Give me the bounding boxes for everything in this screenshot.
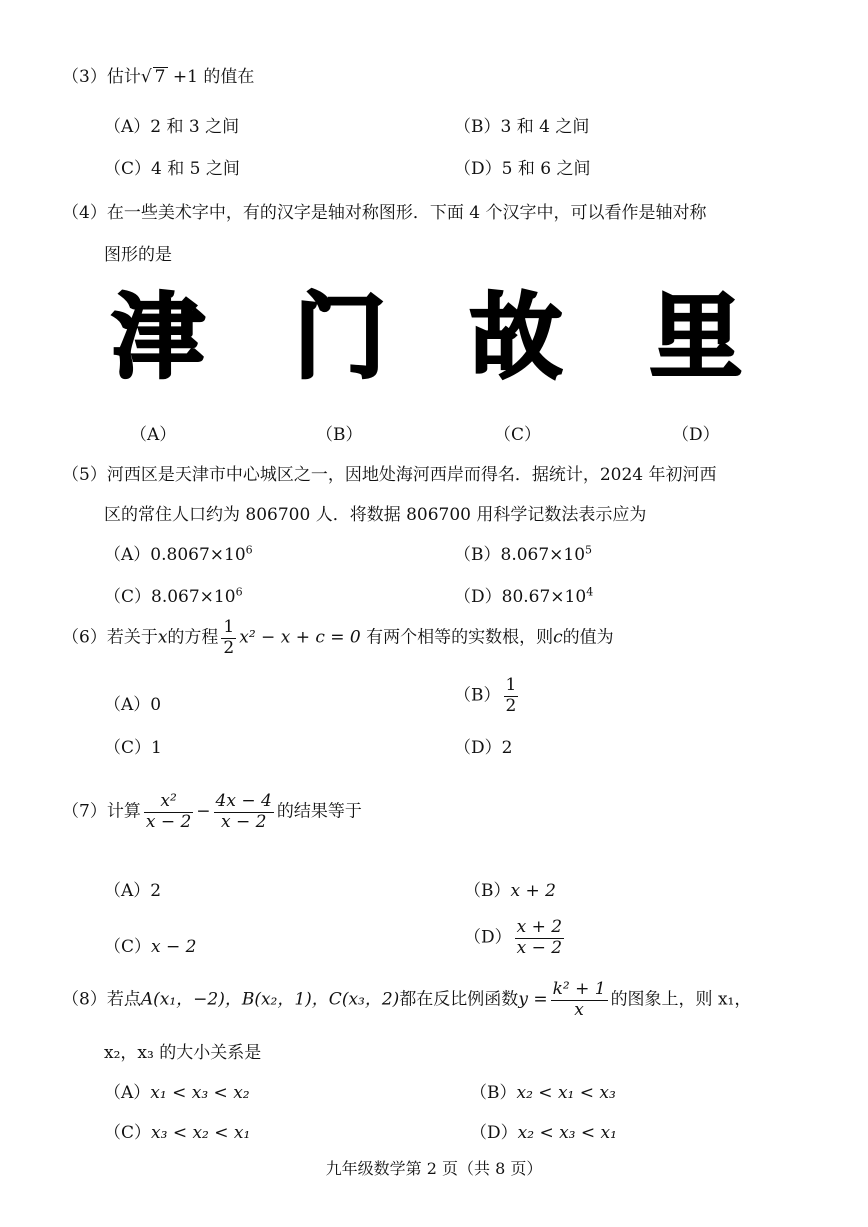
art-char-b: 门 xyxy=(294,284,387,391)
sqrt-radicand: 7 xyxy=(154,67,166,87)
question-number: （3） xyxy=(62,67,107,87)
question-number: （8） xyxy=(62,989,107,1010)
fraction: $\frac{1}{2}$ xyxy=(223,617,235,658)
option-a: $(A)0.8067\times 10^6$ xyxy=(104,543,253,565)
fraction: $\frac{\text{k² + 1}}{x}$ xyxy=(552,979,606,1020)
art-label-c: （C） xyxy=(494,425,542,445)
fraction: $\frac{4x - 4}{x - 2}$ xyxy=(215,791,272,832)
option-a: （A）0 xyxy=(104,695,162,715)
option-c: （C）x₃ < x₂ < x₁ xyxy=(104,1123,251,1143)
art-label-b: （B） xyxy=(316,425,363,445)
option-c: （C）4 和 5 之间 xyxy=(104,159,240,179)
option-a: （A）x₁ < x₃ < x₂ xyxy=(104,1083,250,1103)
question-number: （6） xyxy=(62,627,107,648)
option-d: （D）x₂ < x₃ < x₁ xyxy=(470,1123,617,1143)
question-8-stem-line2: x₂，x₃ 的大小关系是 xyxy=(104,1043,262,1063)
option-d: $(D)80.67\times 10^4$ xyxy=(454,585,594,607)
art-label-d: （D） xyxy=(672,425,720,445)
option-b: （B）3 和 4 之间 xyxy=(454,117,590,137)
option-b: （B）x₂ < x₁ < x₃ xyxy=(470,1083,616,1103)
option-c: （C）x − 2 xyxy=(104,937,197,957)
question-text: 在一些美术字中，有的汉字是轴对称图形．下面 4 个汉字中，可以看作是轴对称 xyxy=(106,203,707,223)
question-text: +1 的值在 xyxy=(167,67,255,87)
option-d: （D）2 xyxy=(454,738,513,758)
fraction: $\frac{x + 2}{x - 2}$ xyxy=(516,917,563,958)
question-number: （7） xyxy=(62,801,107,822)
option-d: （D） $\frac{x + 2}{x - 2}$ xyxy=(464,917,563,958)
question-8-stem: （8）若点A(x₁，−2)，B(x₂，1)，C(x₃，2)都在反比例函数y = $\frac{\text{k² + 1}}{x}$ 的图象上，则 x₁， xyxy=(62,979,752,1020)
art-label-a: （A） xyxy=(130,425,177,445)
option-a: （A）2 xyxy=(104,881,162,901)
art-characters xyxy=(0,284,868,398)
question-number: （5） xyxy=(62,465,107,485)
page-footer: 九年级数学第 2 页（共 8 页） xyxy=(325,1159,543,1178)
question-text: 河西区是天津市中心城区之一，因地处海河西岸而得名．据统计，2024 年初河西 xyxy=(106,465,717,485)
question-number: （4） xyxy=(62,203,107,223)
art-char-c: 故 xyxy=(470,284,563,391)
option-b: $(B)8.067\times 10^5$ xyxy=(454,543,593,565)
question-4-stem-line2: 图形的是 xyxy=(104,245,172,265)
fraction: $\frac{\text{x²}}{x - 2}$ xyxy=(145,791,192,832)
question-6-stem: （6）若关于x的方程 $\frac{1}{2}$ x² − x + c = 0 有两个相等的实数根，则c的值为 xyxy=(62,617,614,658)
art-char-d: 里 xyxy=(650,284,743,391)
question-5-stem-line2: 区的常住人口约为 806700 人．将数据 806700 用科学记数法表示应为 xyxy=(104,505,647,525)
question-text: 估计 xyxy=(106,67,141,87)
art-char-a: 津 xyxy=(112,284,205,391)
option-b: （B） $\frac{1}{2}$ xyxy=(454,675,517,716)
question-7-stem: （7）计算 $\frac{\text{x²}}{x - 2}$ − $\frac{4x - 4}{x - 2}$ 的结果等于 xyxy=(62,791,362,832)
question-5-stem xyxy=(62,460,717,485)
option-c: （C）1 xyxy=(104,738,162,758)
question-3-stem: （3）估计√ 7 +1 的值在 xyxy=(62,67,255,87)
option-d: （D）5 和 6 之间 xyxy=(454,159,591,179)
option-a: （A）2 和 3 之间 xyxy=(104,117,240,137)
fraction: $\frac{1}{2}$ xyxy=(505,675,517,716)
option-b: （B）x + 2 xyxy=(464,881,556,901)
question-4-stem xyxy=(62,198,706,223)
option-c: $(C)8.067\times 10^6$ xyxy=(104,585,243,607)
